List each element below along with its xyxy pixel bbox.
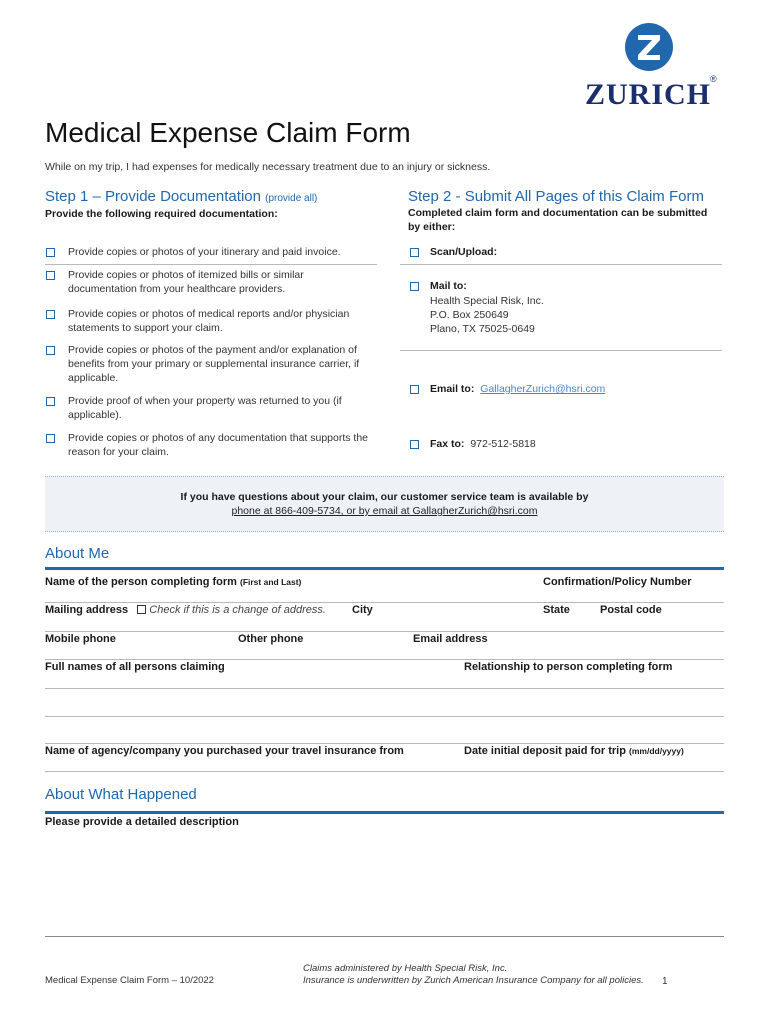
section-rule [45,567,724,570]
email-label: Email to: [430,383,475,395]
doc-item-itemized-bills [46,268,376,298]
change-address-checkbox[interactable] [137,605,146,614]
checkbox[interactable] [410,248,419,257]
mail-address-line1: Health Special Risk, Inc. [430,295,544,307]
mail-address-line2: P.O. Box 250649 [430,309,509,321]
doc-item-medical-reports [46,307,376,337]
step1-subheading: Provide the following required documentation: [45,208,278,220]
step1-heading-text: Step 1 – Provide Documentation [45,188,261,205]
contact-line1: If you have questions about your claim, our customer service team is available by [180,491,589,503]
email-address-label: Email address [413,633,488,645]
field-line [45,631,724,632]
name-label-note: (First and Last) [239,577,302,587]
postal-code-label: Postal code [600,604,662,616]
page-title: Medical Expense Claim Form [45,117,411,148]
field-line [45,771,724,772]
policy-number-label: Confirmation/Policy Number [543,576,692,588]
footer-admin-line2: Insurance is underwritten by Zurich American Insurance Company for all policies. [303,975,644,986]
agency-label: Name of agency/company you purchased your travel insurance from [45,745,404,757]
zurich-logo-mark-icon [624,22,674,72]
checkbox[interactable] [46,310,55,319]
deposit-date-label [464,745,684,757]
email-link[interactable]: GallagherZurich@hsri.com [480,383,606,395]
step1-heading [45,188,317,205]
name-label-text: Name of the person completing form [45,576,237,588]
doc-item-property-returned [46,394,376,424]
fax-label: Fax to: [430,438,465,450]
description-field[interactable] [45,832,724,935]
checkbox[interactable] [410,385,419,394]
checkbox[interactable] [46,397,55,406]
city-label: City [352,604,373,616]
doc-item-text: Provide copies or photos of medical reports and/or physician statements to support your claim. [68,308,350,334]
checkbox[interactable] [410,440,419,449]
field-line [45,743,724,744]
field-line [45,659,724,660]
checkbox[interactable] [46,434,55,443]
mailing-address-label [45,604,326,616]
registered-mark: ® [710,74,717,84]
relationship-label: Relationship to person completing form [464,661,673,673]
step2-heading: Step 2 - Submit All Pages of this Claim Form [408,188,704,205]
doc-item-text: Provide copies or photos of any documentation that supports the reason for your claim. [68,432,369,458]
field-line [45,602,724,603]
divider [45,264,377,265]
checkbox[interactable] [46,248,55,257]
other-phone-label: Other phone [238,633,304,645]
persons-claiming-label: Full names of all persons claiming [45,661,225,673]
zurich-logo [580,22,720,114]
doc-item-text: Provide copies or photos of itemized bills or similar documentation from your healthcare providers. [68,269,304,295]
method-scan [410,245,730,261]
step2-subheading: Completed claim form and documentation can be submitted by either: [408,207,708,233]
doc-item-text: Provide copies or photos of your itinerary and paid invoice. [68,246,341,258]
brand-name: ZURICH [585,78,712,111]
mailing-address-text: Mailing address [45,604,129,616]
divider [400,264,722,265]
checkbox[interactable] [46,271,55,280]
scan-label: Scan/Upload: [430,246,498,258]
checkbox[interactable] [410,282,419,291]
method-mail [410,279,730,339]
divider [400,350,722,351]
footer-form-id: Medical Expense Claim Form – 10/2022 [45,975,214,986]
doc-item-text: Provide proof of when your property was returned to you (if applicable). [68,395,342,421]
page-number: 1 [662,976,668,987]
section-rule [45,811,724,814]
state-label: State [543,604,570,616]
mail-label: Mail to: [430,280,467,292]
name-field[interactable] [45,590,724,602]
name-label [45,576,301,588]
about-me-heading: About Me [45,545,110,562]
contact-info-box [45,476,724,532]
field-line [45,688,724,689]
change-address-note: Check if this is a change of address. [149,604,326,616]
doc-item-supporting-docs [46,431,376,461]
method-email [410,382,730,398]
doc-item-itinerary [46,245,376,261]
checkbox[interactable] [46,346,55,355]
field-line [45,716,724,717]
mail-address-line3: Plano, TX 75025-0649 [430,323,535,335]
footer-admin-line1: Claims administered by Health Special Risk, Inc. [303,963,508,974]
fax-number: 972-512-5818 [470,438,536,450]
doc-item-text: Provide copies or photos of the payment and/or explanation of benefits from your primary or supplemental insurance carrier, if applicable. [68,344,360,384]
doc-item-eob [46,343,376,387]
step1-heading-note: (provide all) [265,193,318,204]
mobile-phone-label: Mobile phone [45,633,116,645]
description-label: Please provide a detailed description [45,816,239,828]
deposit-date-format: (mm/dd/yyyy) [629,746,684,756]
about-happened-heading: About What Happened [45,786,197,803]
intro-text: While on my trip, I had expenses for medically necessary treatment due to an injury or sickness. [45,161,491,173]
field-line [45,936,724,937]
method-fax [410,437,730,453]
contact-line2[interactable]: phone at 866-409-5734, or by email at GallagherZurich@hsri.com [231,505,538,517]
deposit-date-text: Date initial deposit paid for trip [464,745,626,757]
